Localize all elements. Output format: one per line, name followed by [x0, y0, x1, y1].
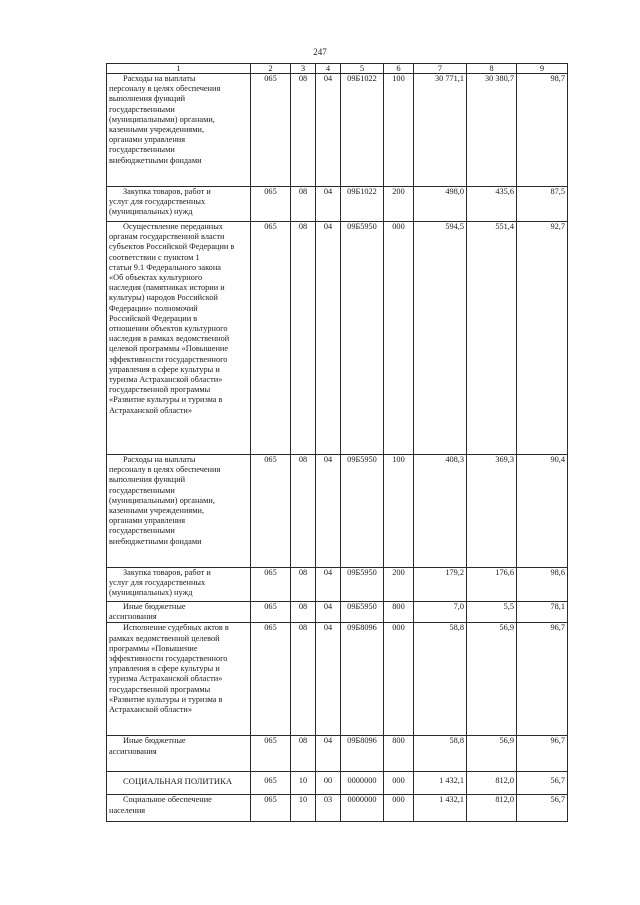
expense-type-cell: 000 [384, 623, 414, 736]
row-name-line: наследия в рамках ведомственной [109, 334, 230, 344]
row-name-line: Иные бюджетные [123, 736, 186, 746]
row-name-line: услуг для государственных [109, 197, 206, 207]
planned-amount-cell: 30 771,1 [414, 74, 467, 187]
admin-code-cell: 065 [251, 772, 291, 795]
executed-amount-cell: 56,9 [467, 736, 517, 772]
executed-amount-cell: 56,9 [467, 623, 517, 736]
admin-code-cell: 065 [251, 222, 291, 455]
subsection-cell: 03 [316, 795, 341, 822]
row-name-cell [107, 602, 251, 623]
row-name-line: государственными [109, 104, 175, 114]
target-article-cell: 09Б8096 [341, 623, 384, 736]
column-header: 2 [251, 64, 291, 74]
row-name-line: СОЦИАЛЬНАЯ ПОЛИТИКА [123, 776, 233, 787]
row-name-line: государственными [109, 145, 175, 155]
executed-amount-cell: 551,4 [467, 222, 517, 455]
table-row [107, 187, 568, 222]
executed-amount-cell: 369,3 [467, 455, 517, 568]
row-name-line: Российской Федерации в [109, 313, 198, 323]
section-cell: 08 [291, 623, 316, 736]
row-name-line: статьи 9.1 Федерального закона [109, 262, 221, 272]
row-name-line: Социальное обеспечение [123, 795, 212, 805]
target-article-cell: 09Б1022 [341, 74, 384, 187]
executed-amount-cell: 30 380,7 [467, 74, 517, 187]
execution-percent-cell: 96,7 [517, 623, 568, 736]
row-name-line: государственными [109, 485, 175, 495]
row-name-line: органам государственной власти [109, 232, 225, 242]
row-name-cell [107, 736, 251, 772]
table-header-row [107, 64, 568, 74]
row-name-line: культуры) народов Российской [109, 293, 218, 303]
row-name-line: Расходы на выплаты [123, 74, 196, 83]
expense-type-cell: 000 [384, 222, 414, 455]
target-article-cell: 09Б1022 [341, 187, 384, 222]
row-name-line: государственной программы [109, 684, 211, 694]
expense-type-cell: 100 [384, 74, 414, 187]
row-name-line: туризма Астраханской области» [109, 375, 223, 385]
expense-type-cell: 100 [384, 455, 414, 568]
row-name-line: Закупка товаров, работ и [123, 568, 211, 577]
row-name-line: Расходы на выплаты [123, 455, 196, 464]
table-row [107, 623, 568, 736]
target-article-cell: 09Б5950 [341, 568, 384, 602]
row-name-line: (муниципальных) нужд [109, 588, 193, 598]
row-name-cell [107, 623, 251, 736]
row-name-line: управления в сфере культуры и [109, 664, 220, 674]
row-name-line: казенными учреждениями, [109, 506, 205, 516]
row-name-line: Федерации» полномочий [109, 303, 198, 313]
column-header: 4 [316, 64, 341, 74]
row-name-cell [107, 455, 251, 568]
admin-code-cell: 065 [251, 736, 291, 772]
expense-type-cell: 200 [384, 568, 414, 602]
table-row [107, 74, 568, 187]
row-name-line: ассигнования [109, 612, 157, 622]
row-name-line: целевой программы «Повышение [109, 344, 229, 354]
row-name-line: эффективности государственного [109, 654, 228, 664]
table-row [107, 736, 568, 772]
execution-percent-cell: 98,7 [517, 74, 568, 187]
column-header: 6 [384, 64, 414, 74]
column-header: 5 [341, 64, 384, 74]
execution-percent-cell: 78,1 [517, 602, 568, 623]
row-name-line: (муниципальных) нужд [109, 207, 193, 217]
expense-type-cell: 000 [384, 795, 414, 822]
row-name-line: «Развитие культуры и туризма в [109, 395, 223, 405]
row-name-line: Астраханской области» [109, 705, 193, 715]
row-name-line: (муниципальными) органами, [109, 495, 215, 505]
subsection-cell: 04 [316, 736, 341, 772]
subsection-cell: 00 [316, 772, 341, 795]
row-name-line: Осуществление переданных [123, 222, 223, 231]
row-name-line: государственной программы [109, 385, 211, 395]
section-cell: 08 [291, 187, 316, 222]
target-article-cell: 09Б5950 [341, 222, 384, 455]
budget-table [106, 63, 568, 822]
target-article-cell: 09Б5950 [341, 455, 384, 568]
expense-type-cell: 200 [384, 187, 414, 222]
row-name-cell [107, 795, 251, 822]
subsection-cell: 04 [316, 455, 341, 568]
row-name-line: казенными учреждениями, [109, 125, 205, 135]
row-name-line: эффективности государственного [109, 354, 228, 364]
executed-amount-cell: 176,6 [467, 568, 517, 602]
row-name-line: рамках ведомственной целевой [109, 633, 220, 643]
executed-amount-cell: 812,0 [467, 772, 517, 795]
table-row [107, 222, 568, 455]
row-name-line: соответствии с пунктом 1 [109, 252, 200, 262]
row-name-cell [107, 74, 251, 187]
planned-amount-cell: 408,3 [414, 455, 467, 568]
row-name-line: программы «Повышение [109, 643, 198, 653]
page-number: 247 [313, 47, 327, 57]
row-name-line: государственными [109, 526, 175, 536]
executed-amount-cell: 5,5 [467, 602, 517, 623]
planned-amount-cell: 58,8 [414, 623, 467, 736]
row-name-line: внебюджетными фондами [109, 536, 202, 546]
planned-amount-cell: 594,5 [414, 222, 467, 455]
admin-code-cell: 065 [251, 795, 291, 822]
column-header: 7 [414, 64, 467, 74]
subsection-cell: 04 [316, 74, 341, 187]
row-name-line: «Об объектах культурного [109, 273, 203, 283]
admin-code-cell: 065 [251, 568, 291, 602]
row-name-line: Иные бюджетные [123, 602, 186, 611]
table-row [107, 455, 568, 568]
admin-code-cell: 065 [251, 602, 291, 623]
admin-code-cell: 065 [251, 187, 291, 222]
row-name-line: Закупка товаров, работ и [123, 187, 211, 196]
section-cell: 08 [291, 74, 316, 187]
column-header: 3 [291, 64, 316, 74]
target-article-cell: 0000000 [341, 772, 384, 795]
expense-type-cell: 800 [384, 602, 414, 623]
planned-amount-cell: 7,0 [414, 602, 467, 623]
row-name-line: Астраханской области» [109, 405, 193, 415]
execution-percent-cell: 98,6 [517, 568, 568, 602]
table-row [107, 772, 568, 795]
section-cell: 08 [291, 568, 316, 602]
row-name-line: персоналу в целях обеспечения [109, 84, 221, 94]
planned-amount-cell: 498,0 [414, 187, 467, 222]
row-name-line: услуг для государственных [109, 578, 206, 588]
row-name-line: субъектов Российской Федерации в [109, 242, 235, 252]
row-name-line: органами управления [109, 516, 186, 526]
row-name-cell [107, 187, 251, 222]
row-name-line: выполнения функций [109, 94, 186, 104]
target-article-cell: 0000000 [341, 795, 384, 822]
planned-amount-cell: 1 432,1 [414, 772, 467, 795]
table-row [107, 602, 568, 623]
column-header: 1 [107, 64, 251, 74]
expense-type-cell: 800 [384, 736, 414, 772]
executed-amount-cell: 435,6 [467, 187, 517, 222]
row-name-line: Исполнение судебных актов в [123, 623, 229, 633]
execution-percent-cell: 56,7 [517, 772, 568, 795]
subsection-cell: 04 [316, 602, 341, 623]
row-name-line: органами управления [109, 135, 186, 145]
target-article-cell: 09Б5950 [341, 602, 384, 623]
target-article-cell: 09Б8096 [341, 736, 384, 772]
execution-percent-cell: 96,7 [517, 736, 568, 772]
subsection-cell: 04 [316, 222, 341, 455]
row-name-line: персоналу в целях обеспечения [109, 465, 221, 475]
row-name-line: управления в сфере культуры и [109, 364, 220, 374]
expense-type-cell: 000 [384, 772, 414, 795]
row-name-line: выполнения функций [109, 475, 186, 485]
row-name-line: (муниципальными) органами, [109, 114, 215, 124]
table-row [107, 568, 568, 602]
admin-code-cell: 065 [251, 623, 291, 736]
row-name-cell [107, 772, 251, 795]
planned-amount-cell: 179,2 [414, 568, 467, 602]
execution-percent-cell: 90,4 [517, 455, 568, 568]
section-cell: 08 [291, 736, 316, 772]
row-name-line: туризма Астраханской области» [109, 674, 223, 684]
section-cell: 10 [291, 795, 316, 822]
execution-percent-cell: 92,7 [517, 222, 568, 455]
admin-code-cell: 065 [251, 455, 291, 568]
row-name-cell [107, 568, 251, 602]
subsection-cell: 04 [316, 187, 341, 222]
section-cell: 08 [291, 222, 316, 455]
section-cell: 08 [291, 602, 316, 623]
planned-amount-cell: 58,8 [414, 736, 467, 772]
subsection-cell: 04 [316, 623, 341, 736]
execution-percent-cell: 87,5 [517, 187, 568, 222]
column-header: 9 [517, 64, 568, 74]
row-name-line: наследия (памятниках истории и [109, 283, 225, 293]
column-header: 8 [467, 64, 517, 74]
row-name-line: населения [109, 805, 146, 815]
execution-percent-cell: 56,7 [517, 795, 568, 822]
row-name-line: отношении объектов культурного [109, 324, 228, 334]
planned-amount-cell: 1 432,1 [414, 795, 467, 822]
table-row [107, 795, 568, 822]
executed-amount-cell: 812,0 [467, 795, 517, 822]
row-name-line: внебюджетными фондами [109, 155, 202, 165]
section-cell: 08 [291, 455, 316, 568]
subsection-cell: 04 [316, 568, 341, 602]
row-name-line: «Развитие культуры и туризма в [109, 694, 223, 704]
row-name-line: ассигнования [109, 746, 157, 756]
section-cell: 10 [291, 772, 316, 795]
row-name-cell [107, 222, 251, 455]
admin-code-cell: 065 [251, 74, 291, 187]
